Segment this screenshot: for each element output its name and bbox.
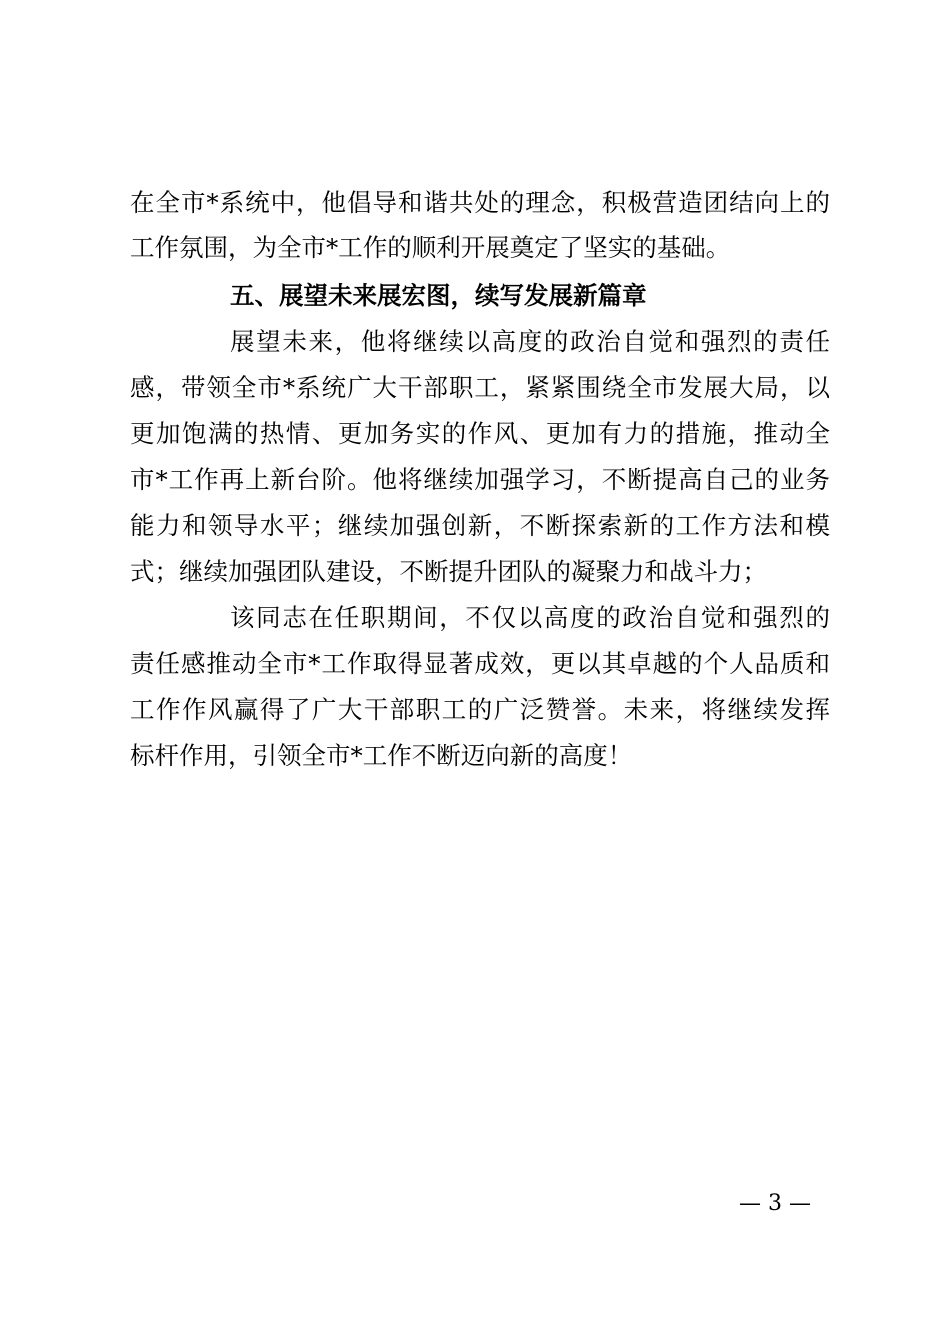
paragraph-line: 标杆作用，引领全市*工作不断迈向新的高度！ xyxy=(130,741,633,770)
section-heading: 五、展望未来展宏图，续写发展新篇章 xyxy=(230,281,647,310)
paragraph-line: 能力和领导水平；继续加强创新，不断探索新的工作方法和模 xyxy=(130,511,830,540)
paragraph-line: 更加饱满的热情、更加务实的作风、更加有力的措施，推动全 xyxy=(130,419,830,448)
paragraph-line: 式；继续加强团队建设，不断提升团队的凝聚力和战斗力； xyxy=(130,557,767,586)
paragraph-line: 感，带领全市*系统广大干部职工，紧紧围绕全市发展大局，以 xyxy=(130,373,830,402)
paragraph-line: 该同志在任职期间，不仅以高度的政治自觉和强烈的 xyxy=(230,603,830,632)
paragraph-line: 工作氛围，为全市*工作的顺利开展奠定了坚实的基础。 xyxy=(130,233,731,262)
paragraph-line: 市*工作再上新台阶。他将继续加强学习，不断提高自己的业务 xyxy=(130,465,830,494)
paragraph-line: 责任感推动全市*工作取得显著成效，更以其卓越的个人品质和 xyxy=(130,649,830,678)
paragraph-line: 在全市*系统中，他倡导和谐共处的理念，积极营造团结向上的 xyxy=(130,188,830,217)
paragraph-line: 展望未来，他将继续以高度的政治自觉和强烈的责任 xyxy=(230,327,830,356)
page-number: — 3 — xyxy=(739,1191,811,1216)
paragraph-line: 工作作风赢得了广大干部职工的广泛赞誉。未来，将继续发挥 xyxy=(130,695,830,724)
